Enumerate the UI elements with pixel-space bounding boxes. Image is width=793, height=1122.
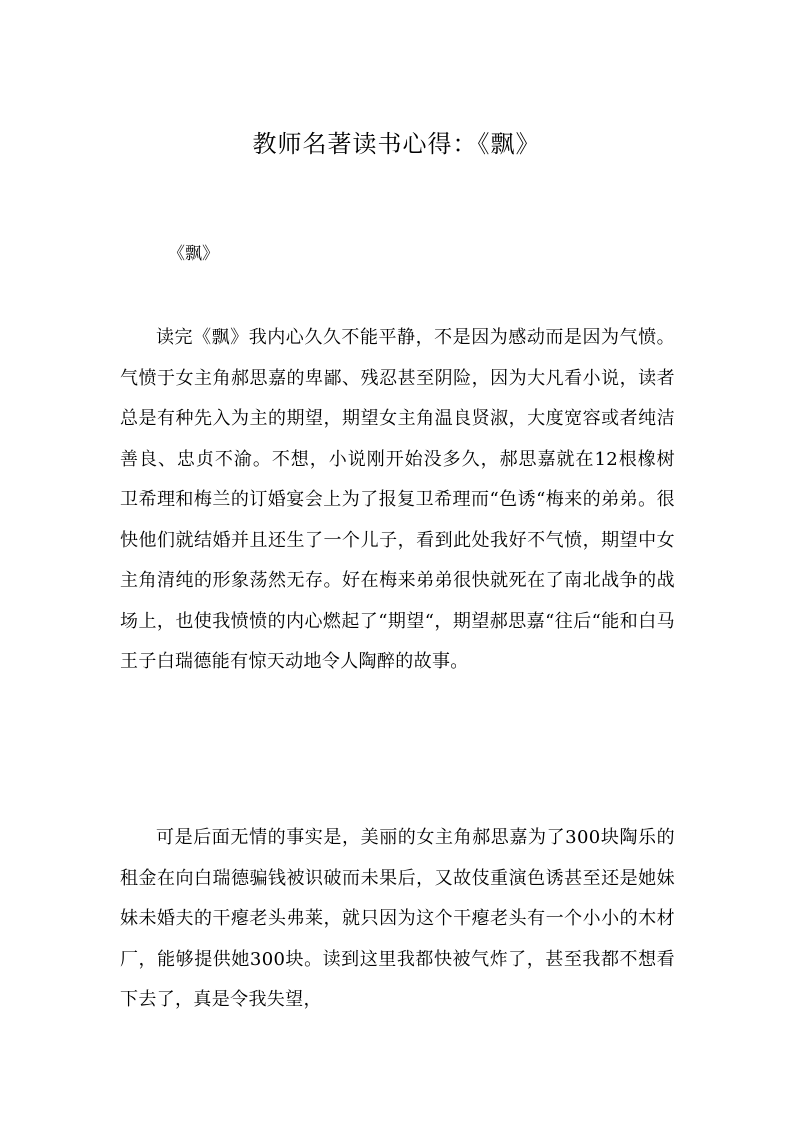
- body-paragraph-2: 可是后面无情的事实是，美丽的女主角郝思嘉为了300块陶乐的租金在向白瑞德骗钱被识破而未果后，又故伎重演色诱甚至还是她妹妹未婚夫的干瘪老头弗莱，就只因为这个干瘪老头有一个小小的木材厂，能够提供她300块。读到这里我都快被气炸了，甚至我都不想看下去了，真是令我失望，: [120, 827, 675, 1010]
- body-paragraph-1: 读完《飘》我内心久久不能平静，不是因为感动而是因为气愤。气愤于女主角郝思嘉的卑鄙、残忍甚至阴险，因为大凡看小说，读者总是有种先入为主的期望，期望女主角温良贤淑，大度宽容或者纯洁善良、忠贞不渝。不想，小说刚开始没多久，郝思嘉就在12根橡树卫希理和梅兰的订婚宴会上为了报复卫希理而“色诱“梅来的弟弟。很快他们就结婚并且还生了一个儿子，看到此处我好不气愤，期望中女主角清纯的形象荡然无存。好在梅来弟弟很快就死在了南北战争的战场上，也使我愤愤的内心燃起了“期望“，期望郝思嘉“往后“能和白马王子白瑞德能有惊天动地令人陶醉的故事。: [120, 327, 675, 672]
- document-title: 教师名著读书心得：《飘》: [252, 130, 541, 158]
- book-subheading: 《飘》: [168, 244, 219, 264]
